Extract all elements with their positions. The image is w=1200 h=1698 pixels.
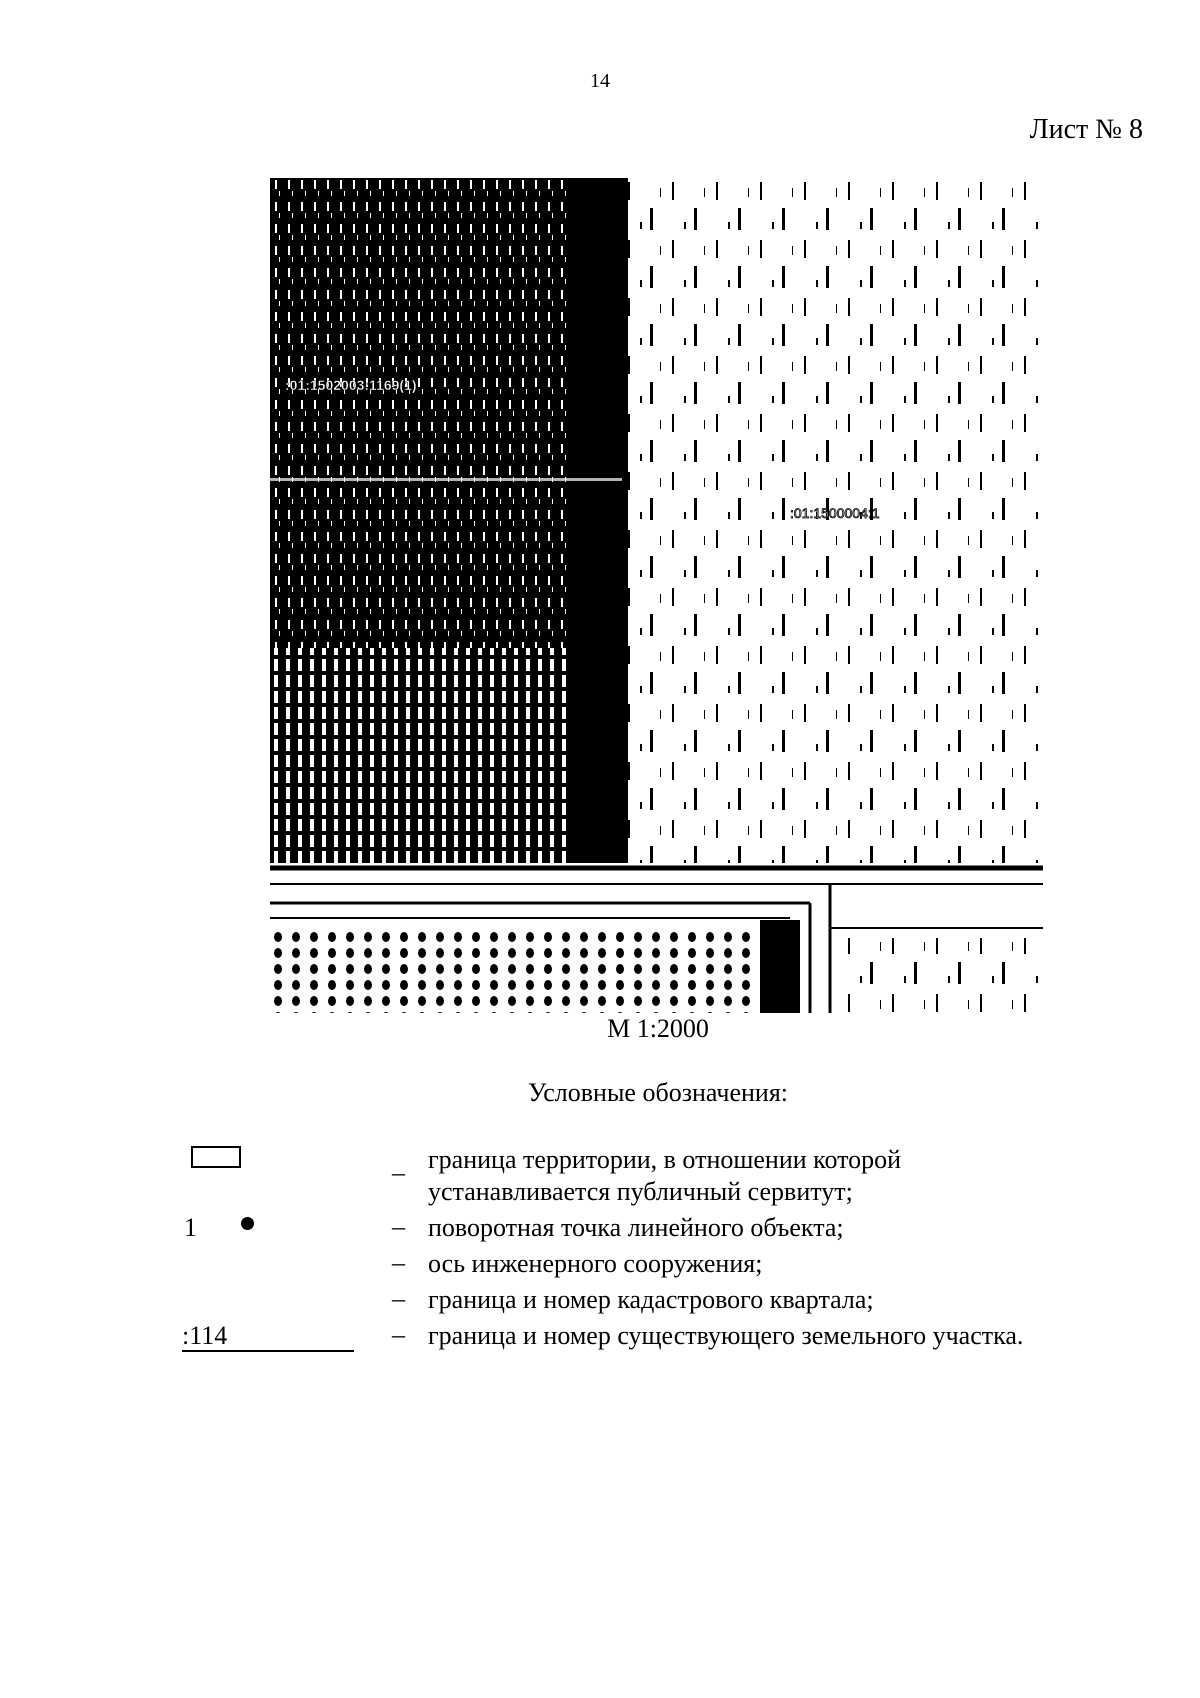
legend-dash: –	[392, 1212, 405, 1241]
map-parcel-label-left: :01:1502003:1169(1)	[285, 377, 417, 393]
legend-dash: –	[392, 1320, 405, 1349]
page-number: 14	[590, 70, 610, 92]
boundary-rect-symbol	[191, 1146, 241, 1168]
legend-title: Условные обозначения:	[527, 1078, 789, 1107]
legend-desc: граница и номер кадастрового квартала;	[428, 1285, 874, 1314]
legend-desc: поворотная точка линейного объекта;	[428, 1213, 844, 1242]
map-scale: М 1:2000	[607, 1014, 709, 1043]
point-number-symbol: 1	[184, 1213, 197, 1242]
map-image	[270, 178, 1043, 1013]
sheet-label: Лист № 8	[1029, 114, 1143, 145]
legend-dash: –	[392, 1248, 405, 1277]
map-road	[270, 863, 1043, 918]
legend-dash: –	[392, 1284, 405, 1313]
map-parcel-label-right: :01:1500004:1	[790, 505, 880, 521]
parcel-number-symbol: :114	[182, 1322, 354, 1352]
point-dot-symbol	[241, 1217, 254, 1230]
legend-desc: граница территории, в отношении которой устанавливается публичный сервитут;	[428, 1145, 902, 1206]
map-orchard	[270, 930, 800, 1013]
legend-desc: ось инженерного сооружения;	[428, 1249, 763, 1278]
legend-dash: –	[392, 1158, 405, 1187]
legend-desc: граница и номер существующего земельного участка.	[428, 1321, 1024, 1350]
